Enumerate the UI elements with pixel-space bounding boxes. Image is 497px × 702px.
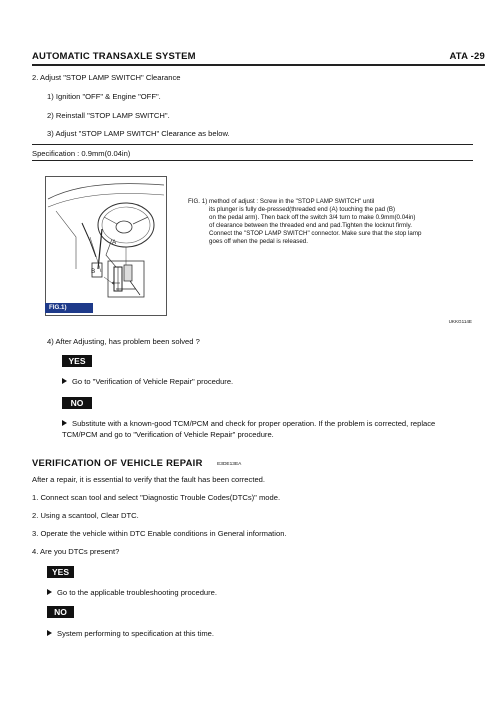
figure-code: UKKG114E — [448, 319, 472, 324]
verification-heading — [32, 453, 241, 471]
verification-step-1: 1. Connect scan tool and select "Diagnostic Trouble Codes(DTCs)" mode. — [32, 493, 281, 502]
verification-intro: After a repair, it is essential to verify that the fault has been corrected. — [32, 475, 265, 484]
figure-caption-line-1: FIG. 1) method of adjust : Screw in the "STOP LAMP SWITCH" until — [188, 198, 375, 205]
verification-no-action — [47, 629, 214, 638]
verification-no-badge: NO — [47, 606, 74, 618]
step-4-no-action — [62, 419, 435, 428]
arrow-right-icon — [62, 420, 67, 426]
figure-caption-line-4: of clearance between the threaded end and pad.Tighten the locknut firmly. — [209, 222, 412, 229]
step-4-yes-action — [62, 377, 233, 386]
specification: Specification : 0.9mm(0.04in) — [32, 149, 131, 158]
spec-rule-bottom — [32, 160, 473, 161]
step-4-no-badge: NO — [62, 397, 92, 409]
verification-step-2: 2. Using a scantool, Clear DTC. — [32, 511, 139, 520]
figure-caption-line-2: its plunger is fully de-pressed(threaded end (A) touching the pad (B) — [209, 206, 396, 213]
step-2-sub-1: 1) Ignition "OFF" & Engine "OFF". — [47, 92, 161, 101]
verification-yes-badge: YES — [47, 566, 74, 578]
step-4-question: 4) After Adjusting, has problem been solved ? — [47, 337, 200, 346]
step-4-yes-text: Go to "Verification of Vehicle Repair" procedure. — [72, 377, 234, 386]
verification-no-text: System performing to specification at this time. — [57, 629, 214, 638]
verification-step-4: 4. Are you DTCs present? — [32, 547, 120, 556]
figure-label-b: B — [91, 268, 96, 275]
arrow-right-icon — [62, 378, 67, 384]
figure-badge: FIG.1) — [45, 303, 93, 313]
figure-caption-line-6: goes off when the pedal is released. — [209, 238, 308, 245]
arrow-right-icon — [47, 589, 52, 595]
arrow-right-icon — [47, 630, 52, 636]
verification-code: E3DE13EA — [217, 462, 242, 467]
step-2-title: 2. Adjust "STOP LAMP SWITCH" Clearance — [32, 73, 181, 82]
step-2-sub-3: 3) Adjust "STOP LAMP SWITCH" Clearance as below. — [47, 129, 230, 138]
page-number: ATA -29 — [449, 51, 485, 62]
step-2-sub-2: 2) Reinstall "STOP LAMP SWITCH". — [47, 111, 170, 120]
stop-lamp-switch-diagram — [46, 177, 166, 315]
step-4-no-text-1: Substitute with a known-good TCM/PCM and check for proper operation. If the problem is corrected, replace — [72, 419, 436, 428]
spec-rule-top — [32, 144, 473, 145]
step-4-yes-badge: YES — [62, 355, 92, 367]
verification-step-3: 3. Operate the vehicle within DTC Enable conditions in General information. — [32, 529, 287, 538]
header-rule — [32, 64, 485, 66]
figure-label-a: A — [112, 239, 117, 246]
figure-illustration — [45, 176, 167, 316]
verification-title: VERIFICATION OF VEHICLE REPAIR — [32, 457, 203, 468]
section-title: AUTOMATIC TRANSAXLE SYSTEM — [32, 51, 196, 62]
verification-yes-text: Go to the applicable troubleshooting procedure. — [57, 588, 217, 597]
figure-caption-line-5: Connect the "STOP LAMP SWITCH" connector. Make sure that the stop lamp — [209, 230, 422, 237]
figure-caption-line-3: on the pedal arm). Then back off the switch 3/4 turn to make 0.9mm(0.04in) — [209, 214, 416, 221]
verification-yes-action — [47, 588, 217, 597]
step-4-no-text-2: TCM/PCM and go to "Verification of Vehicle Repair" procedure. — [62, 430, 274, 439]
